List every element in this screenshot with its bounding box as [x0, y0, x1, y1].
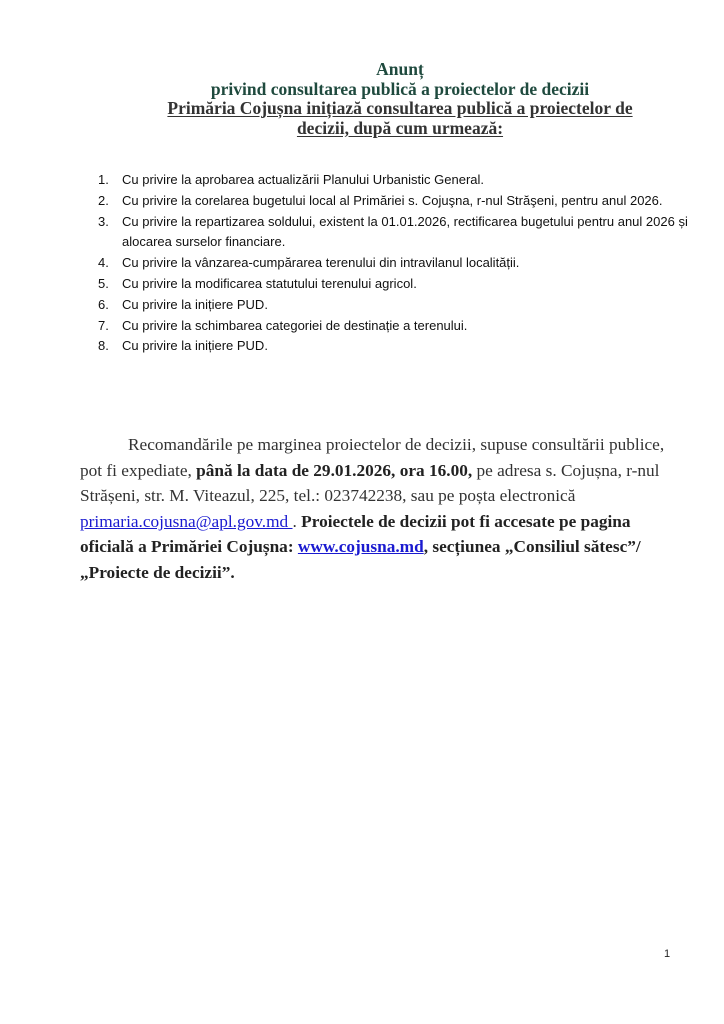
subtitle: privind consultarea publică a proiectelor de decizii: [210, 78, 590, 99]
deadline: până la data de 29.01.2026, ora 16.00,: [196, 460, 473, 480]
list-item: 1. Cu privire la aprobarea actualizării Planului Urbanistic General.: [98, 172, 485, 187]
list-item: 8. Cu privire la inițiere PUD.: [98, 338, 268, 354]
announcement-header: [120, 60, 680, 138]
decision-list: [98, 170, 698, 357]
title: Anunț: [376, 59, 424, 79]
intro-line-2: decizii, după cum urmează:: [296, 117, 504, 138]
intro-line-1: Primăria Cojușna inițiază consultarea publică a proiectelor de: [167, 98, 633, 118]
list-item: 2. Cu privire la corelarea bugetului local al Primăriei s. Cojuşna, r-nul Străşeni, pentru anul 2026.: [98, 192, 663, 208]
recommendations-paragraph: Recomandările pe marginea proiectelor de decizii, supuse consultării publice, pot fi expediate, până la data de 29.01.2026, ora 16.00, pe adresa s. Cojușna, r-nul Strășeni, str. M. Viteazul, 225, tel.: 023742238, sau pe poșta electronică primaria.cojusna@apl.gov.md . Proiectele de decizii pot fi accesate pe pagina oficială a Primăriei Cojușna: www.cojusna.md, secțiunea „Consiliul sătesc”/„Proiecte de decizii”.: [80, 435, 665, 582]
list-item: 5. Cu privire la modificarea statutului terenului agricol.: [98, 275, 417, 291]
list-item: 6. Cu privire la inițiere PUD.: [98, 296, 268, 312]
list-item: 4. Cu privire la vânzarea-cumpărarea terenului din intravilanul localității.: [98, 255, 520, 271]
email-link[interactable]: primaria.cojusna@apl.gov.md: [80, 511, 293, 531]
page-number: 1: [664, 948, 671, 960]
website-link[interactable]: www.cojusna.md: [297, 537, 424, 557]
list-item: 7. Cu privire la schimbarea categoriei de destinație a terenului.: [98, 317, 468, 333]
list-item: 3. Cu privire la repartizarea soldului, existent la 01.01.2026, rectificarea bugetului pentru anul 2026 și alocarea surselor financiare.: [98, 213, 688, 250]
